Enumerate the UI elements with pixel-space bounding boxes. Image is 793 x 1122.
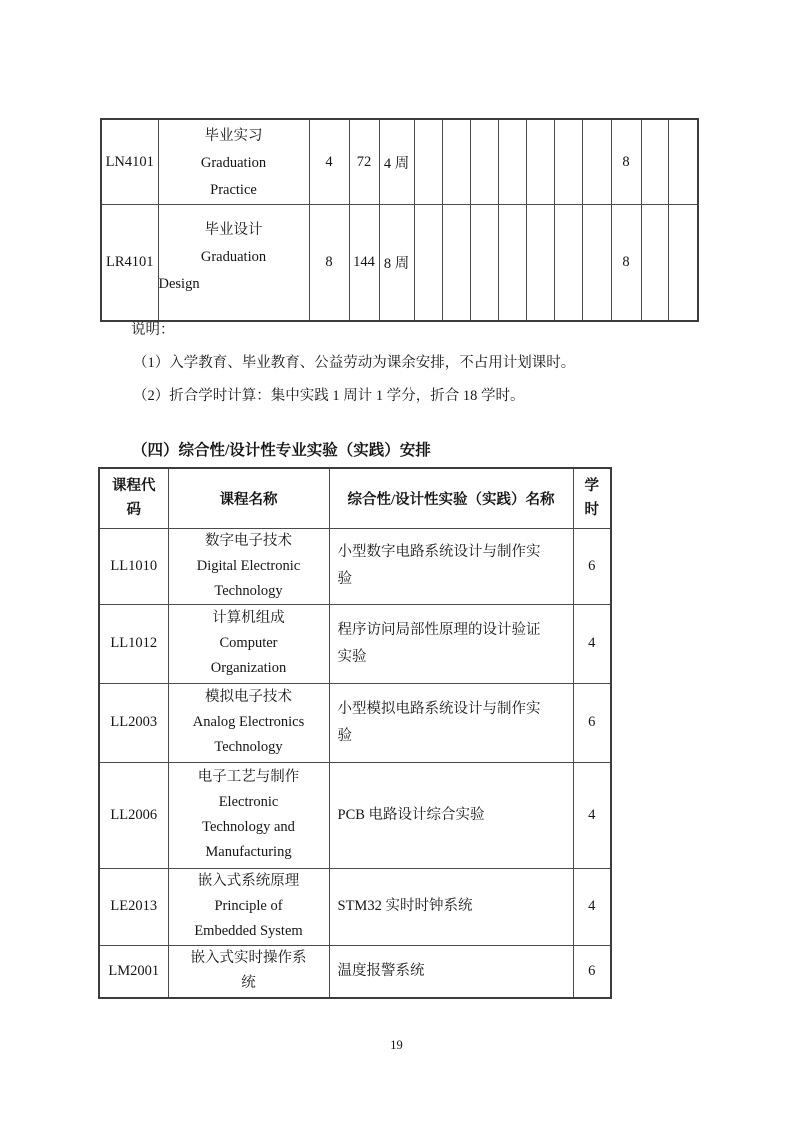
table-row (99, 528, 611, 604)
course-name-zh: 数字电子技术 (205, 532, 292, 549)
table-row (99, 762, 611, 868)
hours-cell: 144 (349, 205, 379, 321)
course-name-cell (168, 528, 329, 604)
experiments-table (98, 467, 612, 999)
empty-cell (470, 205, 498, 321)
table-row (99, 868, 611, 945)
empty-cell (641, 205, 668, 321)
empty-cell (554, 205, 582, 321)
course-name-en: Manufacturing (205, 844, 292, 860)
table-row (99, 683, 611, 762)
empty-cell (442, 119, 470, 205)
notes-section (131, 320, 575, 419)
graduation-practice-table (100, 118, 699, 322)
course-name-cell (168, 683, 329, 762)
course-name-en: Graduation (200, 155, 267, 171)
course-name-cell (158, 119, 309, 205)
course-code-cell: LR4101 (101, 205, 158, 321)
empty-cell (414, 205, 442, 321)
hours-cell: 6 (573, 683, 611, 762)
empty-cell (498, 119, 526, 205)
course-name-zh: 电子工艺与制作 (197, 769, 300, 785)
empty-cell (554, 119, 582, 205)
table-header-row (99, 468, 611, 528)
course-name-en: Graduation (200, 249, 267, 265)
course-code-cell: LL1012 (99, 604, 168, 683)
hours-cell: 4 (573, 604, 611, 683)
semester8-cell: 8 (611, 205, 641, 321)
course-name-cell (168, 762, 329, 868)
section-heading: （四）综合性/设计性专业实验（实践）安排 (132, 442, 431, 459)
empty-cell (582, 205, 611, 321)
course-name-en: Embedded System (194, 923, 303, 939)
course-name-cell (168, 868, 329, 945)
semester8-cell: 8 (611, 119, 641, 205)
table-row (99, 945, 611, 998)
course-name-en: Organization (210, 660, 287, 676)
course-name-en: Design (158, 276, 200, 292)
hours-cell: 4 (573, 762, 611, 868)
course-name-cell (158, 205, 309, 321)
empty-cell (526, 205, 554, 321)
course-name-cell (168, 604, 329, 683)
course-name-en: Technology (214, 582, 283, 599)
course-name-cell (168, 945, 329, 998)
table-row (99, 604, 611, 683)
weeks-cell: 8 周 (379, 205, 414, 321)
course-name-zh: 计算机组成 (212, 610, 285, 626)
course-name-en: Electronic (218, 794, 279, 810)
empty-cell (641, 119, 668, 205)
empty-cell (668, 119, 698, 205)
course-code-cell: LL1010 (99, 528, 168, 604)
course-name-en: Digital Electronic (196, 557, 301, 574)
course-name-en: Technology (214, 739, 283, 755)
course-name-en: Practice (210, 182, 257, 198)
header-course-code: 课程代 码 (99, 468, 168, 528)
course-name-zh: 毕业设计 (204, 222, 263, 238)
experiment-name-cell: 小型数字电路系统设计与制作实验 (329, 528, 573, 604)
note-item-1: （1）入学教育、毕业教育、公益劳动为课余安排，不占用计划课时。 (133, 355, 576, 371)
empty-cell (668, 205, 698, 321)
hours-cell: 6 (573, 945, 611, 998)
credits-cell: 8 (309, 205, 349, 321)
header-experiment-name: 综合性/设计性实验（实践）名称 (329, 468, 573, 528)
course-name-en: Principle of (214, 898, 283, 914)
experiment-name-cell: 温度报警系统 (329, 945, 573, 998)
weeks-cell: 4 周 (379, 119, 414, 205)
header-course-name: 课程名称 (168, 468, 329, 528)
empty-cell (582, 119, 611, 205)
empty-cell (498, 205, 526, 321)
course-code-cell: LE2013 (99, 868, 168, 945)
table-row (101, 205, 698, 321)
empty-cell (526, 119, 554, 205)
experiment-name-cell: 程序访问局部性原理的设计验证实验 (329, 604, 573, 683)
credits-cell: 4 (309, 119, 349, 205)
course-name-en: Analog Electronics (192, 714, 305, 730)
course-code-cell: LL2003 (99, 683, 168, 762)
note-item-2: （2）折合学时计算：集中实践 1 周计 1 学分，折合 18 学时。 (133, 388, 525, 404)
course-name-zh: 毕业实习 (204, 128, 263, 144)
course-code-cell: LN4101 (101, 119, 158, 205)
hours-cell: 72 (349, 119, 379, 205)
course-name-zh: 模拟电子技术 (205, 689, 292, 705)
header-hours: 学 时 (573, 468, 611, 528)
hours-cell: 4 (573, 868, 611, 945)
notes-label: 说明： (131, 322, 175, 338)
page-number: 19 (390, 1038, 403, 1052)
experiment-name-cell: PCB 电路设计综合实验 (329, 762, 573, 868)
experiment-name-cell: 小型模拟电路系统设计与制作实验 (329, 683, 573, 762)
course-name-zh: 统 (241, 975, 256, 992)
empty-cell (414, 119, 442, 205)
course-name-en: Computer (219, 635, 278, 651)
course-code-cell: LL2006 (99, 762, 168, 868)
table-row (101, 119, 698, 205)
experiment-name-cell: STM32 实时时钟系统 (329, 868, 573, 945)
empty-cell (470, 119, 498, 205)
hours-cell: 6 (573, 528, 611, 604)
empty-cell (442, 205, 470, 321)
course-name-zh: 嵌入式实时操作系 (190, 950, 307, 967)
course-name-zh: 嵌入式系统原理 (197, 873, 300, 889)
course-code-cell: LM2001 (99, 945, 168, 998)
course-name-en: Technology and (202, 819, 295, 835)
